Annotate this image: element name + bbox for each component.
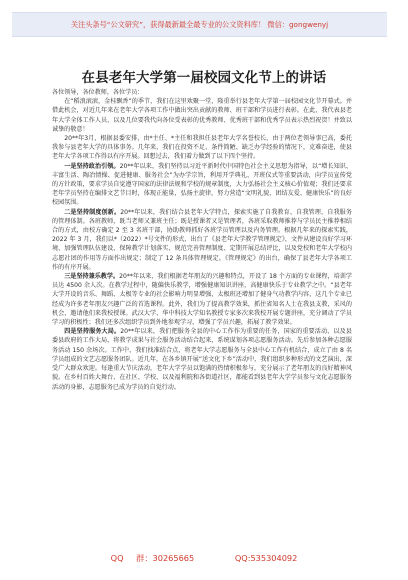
document-body (52, 88, 352, 392)
section-text: 20**年以来，我们结合县老年大学特点，探索实施了自我教育、自我管理、自我服务的管理体制。各班教师，既当老师又兼班主任；既是授课者又是管理者，各班采取教师推荐与学员民主推荐相结合的方式，由校方确定 2 至 3 名班干部，协助教师抓好各班学员管理以及内务管理。根据几年来的探索实践，2022 年 3 月，我们以*（2022）*号文件的形式，出台了《县老年大学教学管理规定》，文件从建设良好学习环境、加强管理队伍建设、保障教学计划落实、规范完善管理制度、定期开展总结评比，以及党校和老年大学校内志愿社团的作用等方面作出规定；制定了 12 条具体管理规定。《管理规定》的出台，确保了县老年大学各项工作的有序开展。 (52, 208, 352, 271)
section-paragraph (52, 208, 352, 272)
section-text: 20**年以来，我们把服务全县的中心工作作为重要的任务，国家的重要活动、以及县委县政府的工作大局，将教学成果与社会服务活动结合起来，系统谋划各项志愿服务活动。先后参加各种志愿服务活动 150 余场次。工作中，我们找准结合点，将老年大学志愿服务与全县中心工作有机结合，成立了由 8 名学员组成的文艺志愿服务团队。近几年，在各乡镇开展“送文化下乡”活动中，我们组织多种形式的文艺演出，深受广大群众欢迎。每逢重大节庆活动，老年大学学员以饱满的热情积极参与，充分展示了老年朋友的良好精神风貌。在乡村百姓大舞台、在社区、学校、以及福利院和各街道社区，都能看到县老年大学学员参与文化志愿服务活动的身影，志愿服务已成为学员的自觉行动。 (52, 328, 352, 391)
section-text: 20**年以来，我们根据老年朋友的兴趣和特点，开设了 18 个方面的专业课程，培训学员达 4500 余人次。在教学过程中，随偏快乐教学，增强健康知识讲座，高健康快乐于专业教学之中。“县老年大学开设的音乐、舞蹈、太极等专业的社会影响力明显增强，太极班还增加了健身气功教学内容，这几个专业已经成为许多老年朋友兴趣广泛的首选课程。此外，我们为了提高教学效果，抓住省知名人士在我县支教，采风的机会，邀请他们来我校授课。武汉大学、华中科技大学知名教授专家多次来我校开展专题讲座，充分调动了学员学习的积极性；我们还多次组织学员到外地参观学习，增强了学员兴趣，拓展了教学效果。 (52, 273, 352, 327)
qq-group-text: QQ 群：30265665 (110, 553, 195, 563)
promo-banner: 关注头条号“公文研究”，获得最新最全最专业的公文资料库！ 微信：gongwenyj (12, 12, 387, 37)
opening-paragraph: 在“稻浪滚滚，金桂飘香”的季节，我们在这里欢聚一堂，隆重举行县老年大学第一届校园文化节开幕式。并借此机会，对近几年来在老年大学各项工作中做出突出贡献的教师、班干部和学员进行表彰。在此，我代表县老年大学全体工作人员，以及几位要我代向各位受表彰的优秀教师、优秀班干部和优秀学员表示热烈祝贺！并致以诚挚的敬意！ (52, 98, 352, 133)
document-title: 在县老年大学第一届校园文化节上的讲话 (81, 70, 327, 86)
section-heading: 一是坚持政治引领。 (64, 162, 120, 170)
section-heading: 二是坚持制度创新。 (64, 208, 121, 216)
salutation: 各位领导，各位教师，各位学员： (52, 89, 144, 96)
contact-footer (0, 553, 408, 564)
section-heading: 三是坚持兼乐教学。 (64, 273, 120, 281)
section-paragraph (52, 327, 352, 391)
section-heading: 四是坚持服务大局。 (64, 328, 121, 336)
qq-text: QQ:535304092 (234, 553, 298, 563)
section-paragraph (52, 272, 352, 327)
section-text: 20**年以来，我们坚持以习近平新时代中国特色社会主义思想为指导，以“增长知识、丰富生活、陶冶情操、促进健康、服务社会”为办学宗旨，利用开学典礼、开班仪式等重要活动，向学员宣传党的方针政策，要求学员自觉遵守国家的法律法规和学校的规章制度，大力弘扬社会主义核心价值观；我们还要求老年学员坚持在编排文艺节目时，体现正能量，弘扬主旋律，努力营造“文明礼貌、团结友爱、健康快乐”的良好校园氛围。 (52, 162, 353, 207)
section-paragraph (52, 162, 352, 208)
intro-paragraph: 20**年3月，根据县委安排，由*主任、*主任和我担任县老年大学名誉校长，由于两位老领导事已高，委托我参与县老年大学的具体事务。几年来，我们在投资不足、条件简陋、缺乏办学经验的情况下，克难奋进，使县老年大学各项工作得以有序开展。回想过去，我们着力做到了以下四个坚持。 (52, 135, 352, 161)
